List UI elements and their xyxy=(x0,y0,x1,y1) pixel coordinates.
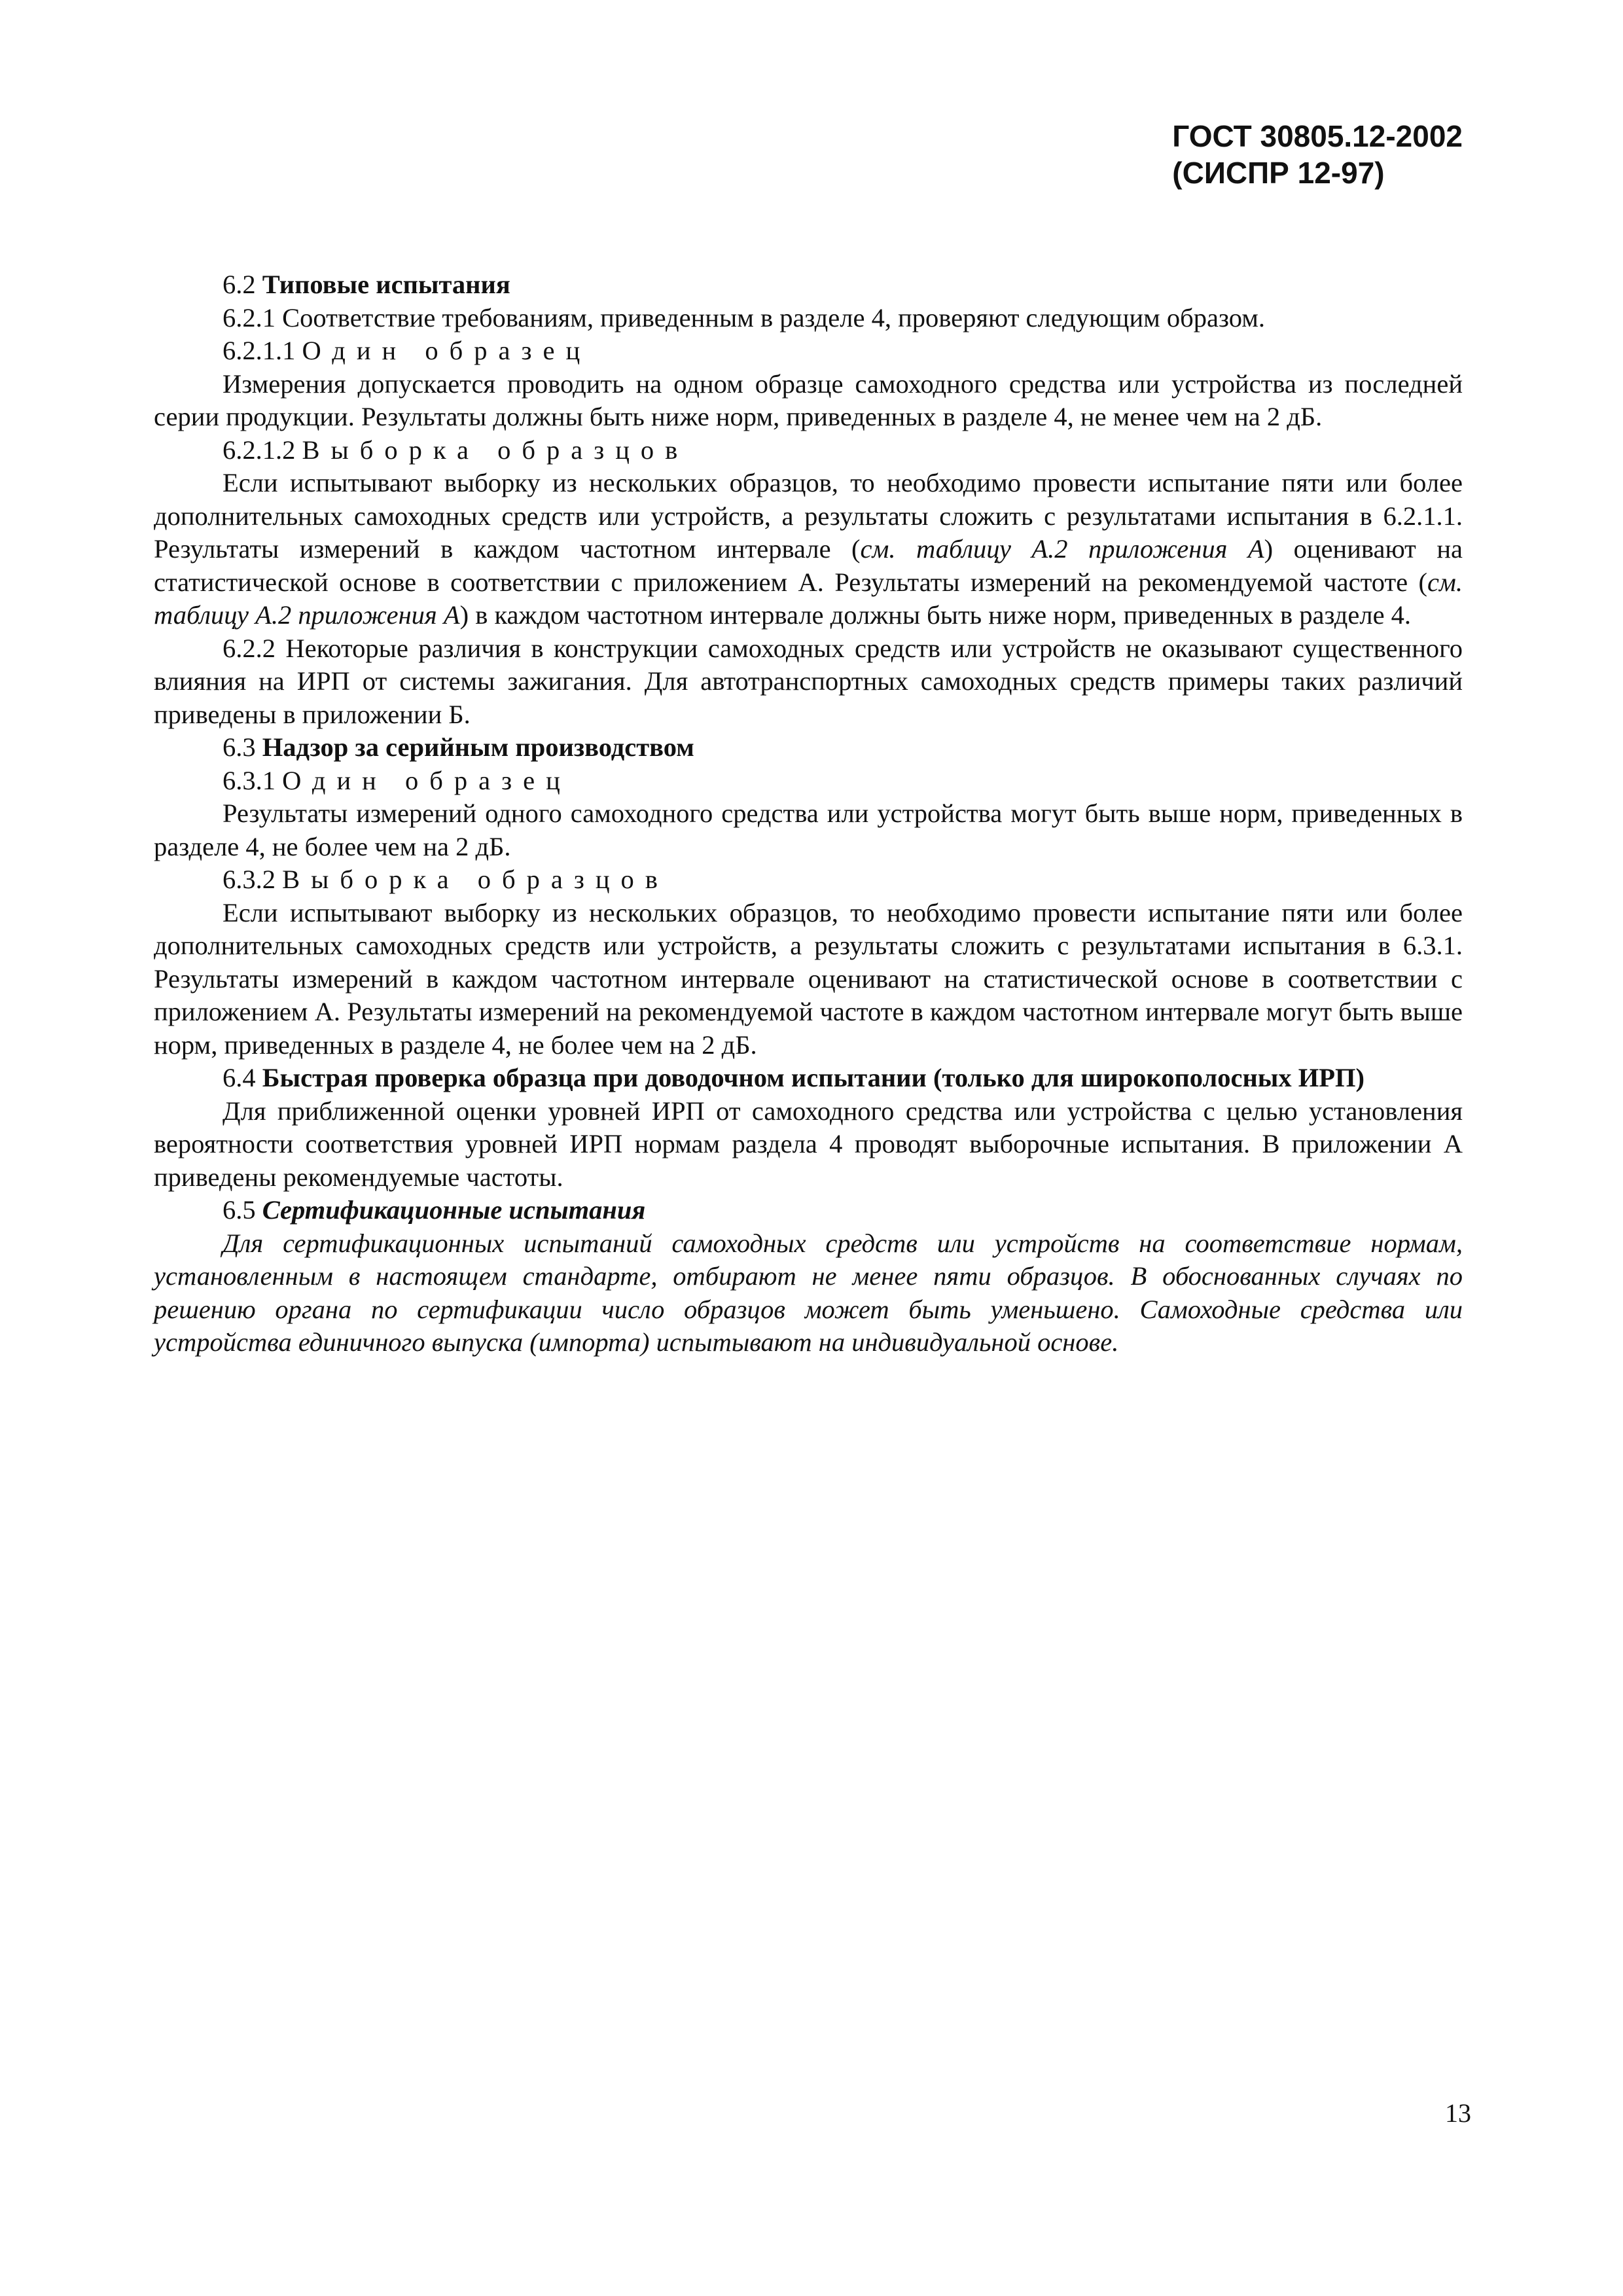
page-number: 13 xyxy=(1445,2098,1471,2128)
paragraph-6-5: Для сертификационных испытаний самоходных средств или устройств на соответствие нормам, установленным в настоящем стандарте, отбирают не менее пяти образцов. В обоснованных случаях по решению органа по сертификации число образцов может быть уменьшено. Самоходные средства или устройства единичного выпуска (импорта) испытывают на индивидуальной основе. xyxy=(154,1228,1463,1357)
section-number: 6.3.1 xyxy=(223,765,276,795)
section-title: Надзор за серийным производством xyxy=(262,732,694,762)
section-6-3-1-heading xyxy=(154,764,1463,798)
section-6-2-1-2-heading xyxy=(154,434,1463,467)
section-number: 6.3 xyxy=(223,732,256,762)
standard-number: ГОСТ 30805.12-2002 xyxy=(1172,119,1463,153)
document-header xyxy=(1172,118,1463,191)
section-number: 6.5 xyxy=(223,1195,256,1225)
standard-equivalent: (СИСПР 12-97) xyxy=(1172,156,1385,190)
section-6-2-heading xyxy=(154,268,1463,302)
section-title: Один образец xyxy=(282,765,571,795)
text-run: ) оценивают на статистической основе в соответствии с приложением А. Результаты измерений на рекомендуемой частоте ( xyxy=(154,534,1463,597)
paragraph-6-3-1: Результаты измерений одного самоходного средства или устройства могут быть выше норм, приведенных в разделе 4, не более чем на 2 дБ. xyxy=(154,798,1463,861)
section-6-4-heading xyxy=(154,1062,1463,1095)
paragraph-6-4: Для приближенной оценки уровней ИРП от самоходного средства или устройства с целью установления вероятности соответствия уровней ИРП нормам раздела 4 проводят выборочные испытания. В приложении А приведены рекомендуемые частоты. xyxy=(154,1096,1463,1192)
section-6-2-1-1-heading xyxy=(154,334,1463,368)
paragraph-6-2-1-1: Измерения допускается проводить на одном образце самоходного средства или устройства из последней серии продукции. Результаты должны быть ниже норм, приведенных в разделе 4, не менее чем на 2 дБ. xyxy=(154,368,1463,431)
section-title: Один образец xyxy=(302,336,592,365)
table-reference: см. таблицу А.2 приложения А xyxy=(860,534,1264,564)
section-number: 6.2 xyxy=(223,270,256,299)
section-6-3-heading xyxy=(154,731,1463,764)
section-title: Выборка образцов xyxy=(282,865,669,894)
section-number: 6.2.1.1 xyxy=(223,336,296,365)
section-6-3-2-heading xyxy=(154,863,1463,897)
section-number: 6.4 xyxy=(223,1063,256,1092)
paragraph-6-2-2: 6.2.2 Некоторые различия в конструкции самоходных средств или устройств не оказывают существенного влияния на ИРП от системы зажигания. Для автотранспортных самоходных средств примеры таких различий приведены в приложении Б. xyxy=(154,633,1463,729)
section-title: Быстрая проверка образца при доводочном испытании (только для широкополосных ИРП) xyxy=(262,1063,1365,1092)
table-reference: см. таблицу А.2 приложения А xyxy=(154,567,1463,630)
section-title: Сертификационные испытания xyxy=(262,1195,646,1225)
section-number: 6.3.2 xyxy=(223,865,276,894)
paragraph-6-2-1-2 xyxy=(154,467,1463,632)
section-6-5-heading xyxy=(154,1194,1463,1227)
section-number: 6.2.1.2 xyxy=(223,435,296,465)
paragraph-6-3-2: Если испытывают выборку из нескольких образцов, то необходимо провести испытание пяти или более дополнительных самоходных средств или устройств, а результаты сложить с результатами испытания в 6.3.1. Результаты измерений в каждом частотном интервале оценивают на статистической основе в соответствии с приложением А. Результаты измерений на рекомендуемой частоте в каждом частотном интервале могут быть выше норм, приведенных в разделе 4, не более чем на 2 дБ. xyxy=(154,897,1463,1060)
document-body xyxy=(154,268,1463,1359)
text-run: ) в каждом частотном интервале должны быть ниже норм, приведенных в разделе 4. xyxy=(459,600,1412,630)
text-run: Если испытывают выборку из нескольких образцов, то необходимо провести испытание пяти или более дополнительных самоходных средств или устройств, а результаты сложить с результатами испытания в 6.2.1.1. Результаты измерений в каждом частотном интервале ( xyxy=(154,468,1463,564)
paragraph-6-2-1: 6.2.1 Соответствие требованиям, приведенным в разделе 4, проверяют следующим образом. xyxy=(223,302,1265,332)
section-title: Типовые испытания xyxy=(262,270,510,299)
section-title: Выборка образцов xyxy=(302,435,689,465)
